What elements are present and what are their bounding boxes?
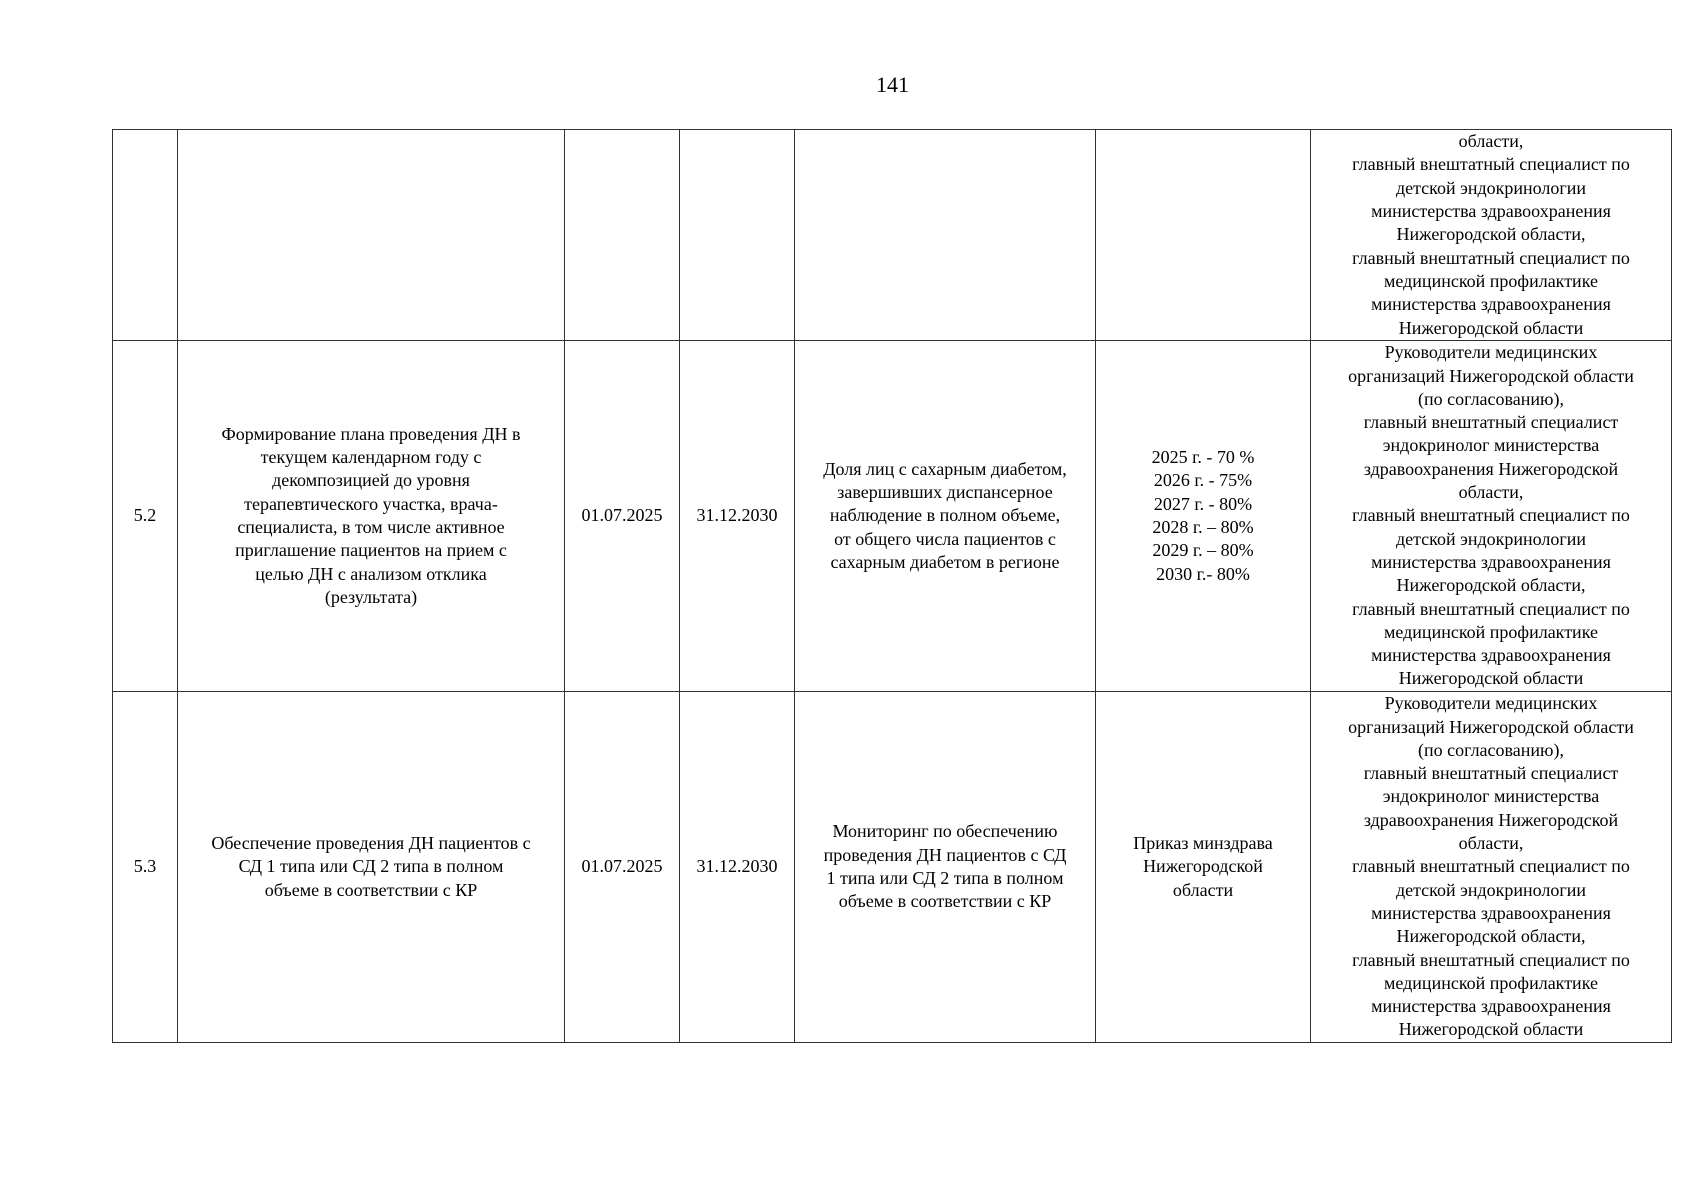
page-number: 141: [876, 72, 909, 97]
row-number-cell: [113, 130, 178, 341]
start-date-cell: [565, 130, 680, 341]
target-value-cell: Приказ минздрава Нижегородской области: [1096, 692, 1311, 1043]
row-number-cell: 5.3: [113, 692, 178, 1043]
end-date-cell: 31.12.2030: [680, 692, 795, 1043]
target-value-cell: [1096, 130, 1311, 341]
start-date-cell: 01.07.2025: [565, 341, 680, 692]
activity-cell: [178, 130, 565, 341]
table-row: [113, 130, 1672, 341]
responsible-cell: области, главный внештатный специалист по детской эндокринологии министерства здравоохранения Нижегородской области, главный внештатный специалист по медицинской профилактике министерства здравоохранения Нижегородской области: [1311, 130, 1672, 341]
indicator-cell: Мониторинг по обеспечению проведения ДН пациентов с СД 1 типа или СД 2 типа в полном объеме в соответствии с КР: [795, 692, 1096, 1043]
responsible-cell: Руководители медицинских организаций Нижегородской области (по согласованию), главный внештатный специалист эндокринолог министерства здравоохранения Нижегородской области, главный внештатный специалист по детской эндокринологии министерства здравоохранения Нижегородской области, главный внештатный специалист по медицинской профилактике министерства здравоохранения Нижегородской области: [1311, 341, 1672, 692]
table-row: [113, 692, 1672, 1043]
end-date-cell: 31.12.2030: [680, 341, 795, 692]
responsible-cell: Руководители медицинских организаций Нижегородской области (по согласованию), главный внештатный специалист эндокринолог министерства здравоохранения Нижегородской области, главный внештатный специалист по детской эндокринологии министерства здравоохранения Нижегородской области, главный внештатный специалист по медицинской профилактике министерства здравоохранения Нижегородской области: [1311, 692, 1672, 1043]
row-number-cell: 5.2: [113, 341, 178, 692]
indicator-cell: Доля лиц с сахарным диабетом, завершивших диспансерное наблюдение в полном объеме, от общего числа пациентов с сахарным диабетом в регионе: [795, 341, 1096, 692]
activity-cell: Формирование плана проведения ДН в текущем календарном году с декомпозицией до уровня терапевтического участка, врача- специалиста, в том числе активное приглашение пациентов на прием с целью ДН с анализом отклика (результата): [178, 341, 565, 692]
end-date-cell: [680, 130, 795, 341]
target-value-cell: 2025 г. - 70 % 2026 г. - 75% 2027 г. - 80% 2028 г. – 80% 2029 г. – 80% 2030 г.- 80%: [1096, 341, 1311, 692]
indicator-cell: [795, 130, 1096, 341]
activity-cell: Обеспечение проведения ДН пациентов с СД 1 типа или СД 2 типа в полном объеме в соответствии с КР: [178, 692, 565, 1043]
table-row: [113, 341, 1672, 692]
plan-table: [112, 129, 1672, 1043]
start-date-cell: 01.07.2025: [565, 692, 680, 1043]
